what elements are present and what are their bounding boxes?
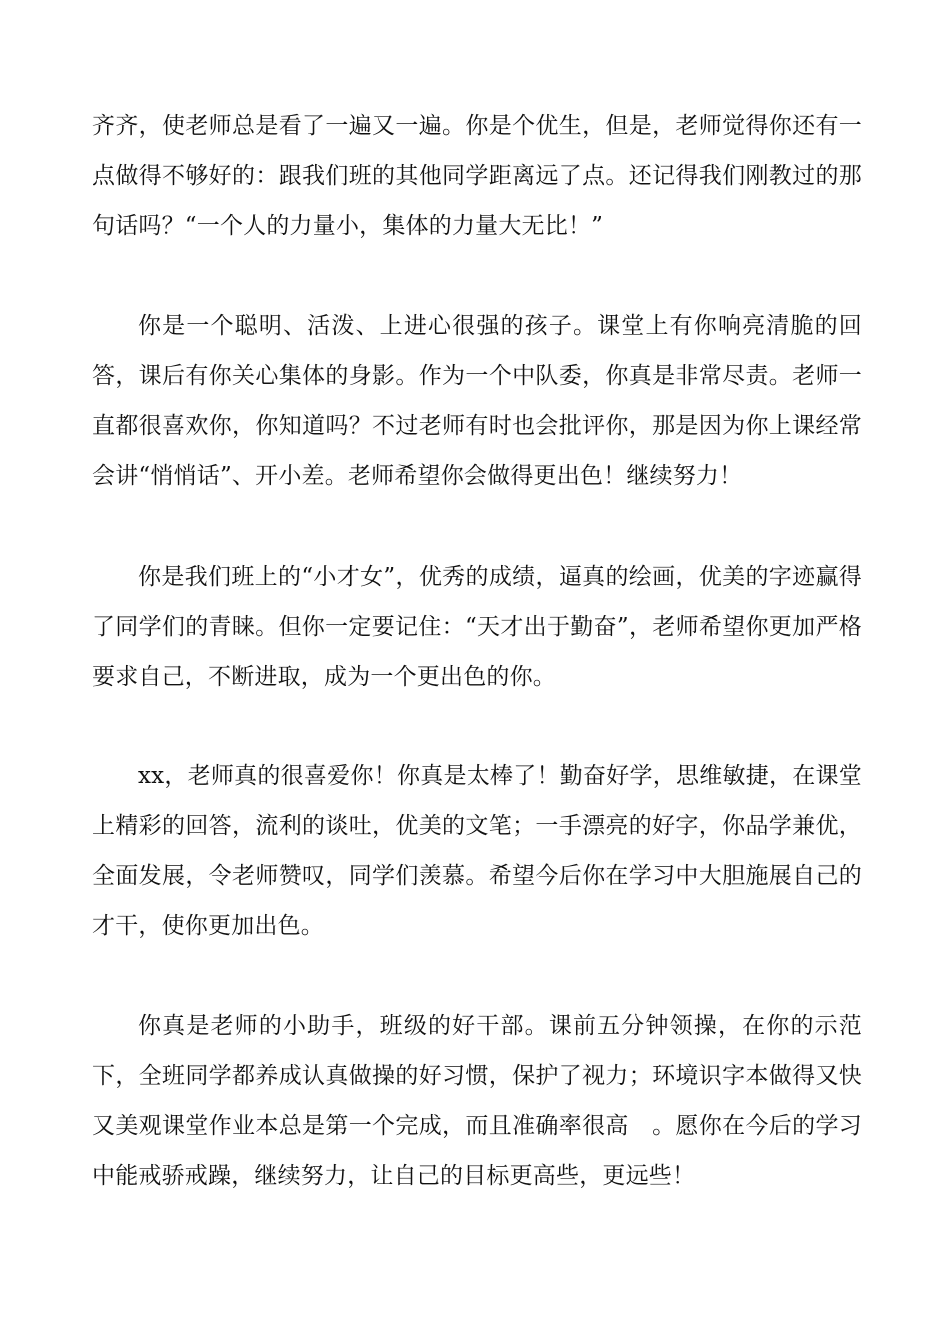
paragraph-comment-3: 你是我们班上的“小才女”，优秀的成绩，逼真的绘画，优美的字迹赢得了同学们的青睐。但你一定要记住：“天才出于勤奋”，老师希望你更加严格要求自己，不断进取，成为一个更出色的你。 bbox=[92, 564, 862, 690]
paragraph-comment-5: 你真是老师的小助手，班级的好干部。课前五分钟领操，在你的示范下，全班同学都养成认真做操的好习惯，保护了视力；环境识字本做得又快又美观课堂作业本总是第一个完成，而且准确率很高 。愿你在今后的学习中能戒骄戒躁，继续努力，让自己的目标更高些，更远些！ bbox=[92, 1013, 862, 1189]
paragraph-comment-2: 你是一个聪明、活泼、上进心很强的孩子。课堂上有你响亮清脆的回答，课后有你关心集体的身影。作为一个中队委，你真是非常尽责。老师一直都很喜欢你，你知道吗？不过老师有时也会批评你，那是因为你上课经常会讲“悄悄话”、开小差。老师希望你会做得更出色！继续努力！ bbox=[92, 313, 862, 489]
paragraph-comment-4: xx，老师真的很喜爱你！你真是太棒了！勤奋好学，思维敏捷，在课堂上精彩的回答，流利的谈吐，优美的文笔；一手漂亮的好字，你品学兼优，全面发展，令老师赞叹，同学们羡慕。希望今后你在学习中大胆施展自己的才干，使你更加出色。 bbox=[92, 763, 862, 939]
paragraph-continued: 齐齐，使老师总是看了一遍又一遍。你是个优生，但是，老师觉得你还有一点做得不够好的：跟我们班的其他同学距离远了点。还记得我们刚教过的那句话吗？“一个人的力量小，集体的力量大无比！” bbox=[92, 113, 862, 239]
